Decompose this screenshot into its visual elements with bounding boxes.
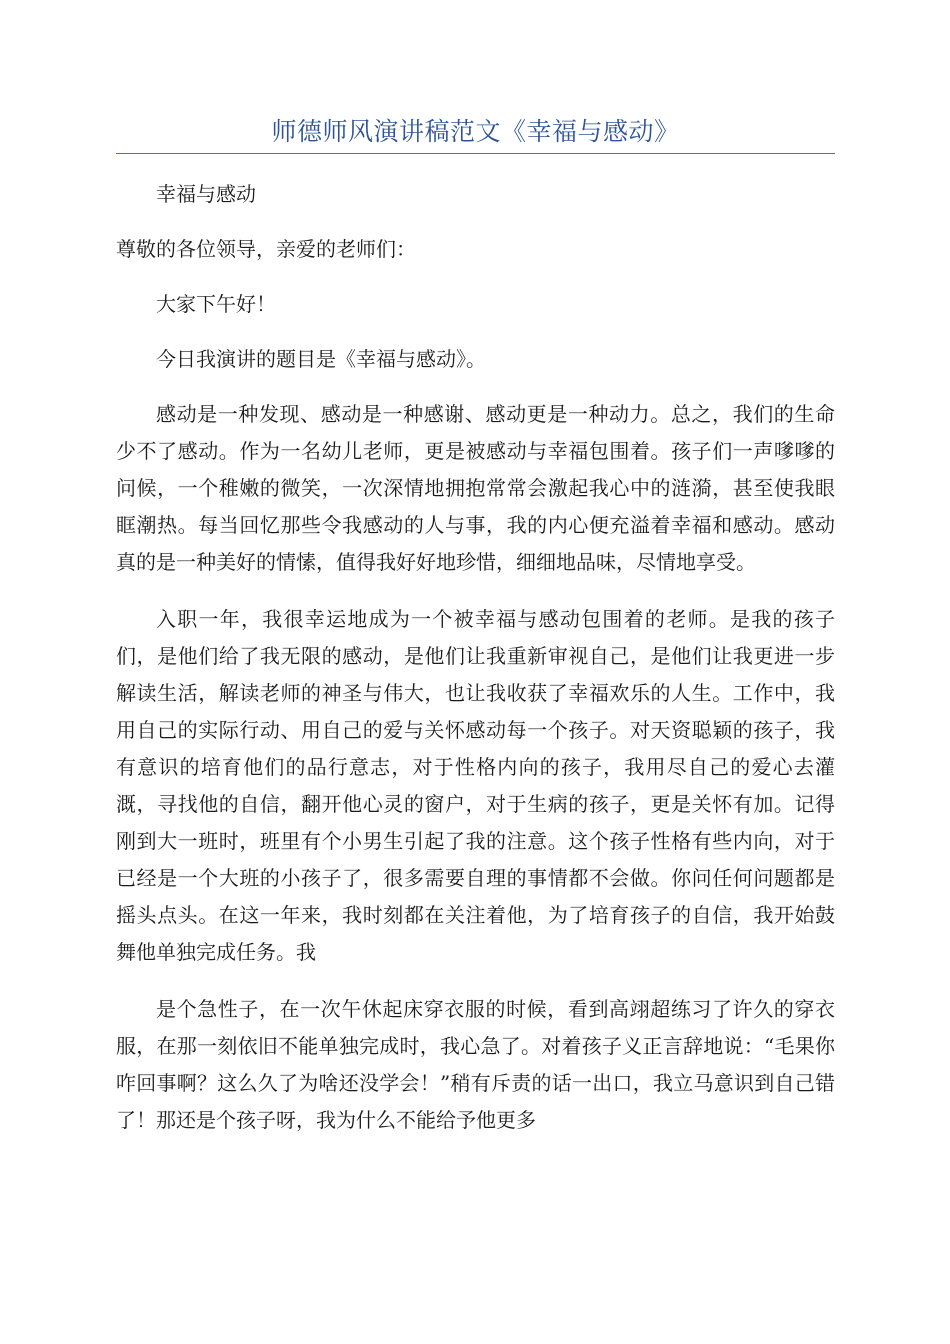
document-body — [116, 176, 835, 1159]
paragraph: 感动是一种发现、感动是一种感谢、感动更是一种动力。总之，我们的生命少不了感动。作为一名幼儿老师，更是被感动与幸福包围着。孩子们一声嗲嗲的问候，一个稚嫩的微笑，一次深情地拥抱常常会激起我心中的涟漪，甚至使我眼眶潮热。每当回忆那些令我感动的人与事，我的内心便充溢着幸福和感动。感动真的是一种美好的情愫，值得我好好地珍惜，细细地品味，尽情地享受。 — [116, 402, 835, 574]
salutation: 尊敬的各位领导，亲爱的老师们： — [116, 237, 416, 261]
paragraph: 是个急性子，在一次午休起床穿衣服的时候，看到高翊超练习了许久的穿衣服，在那一刻依旧不能单独完成时，我心急了。对着孩子义正言辞地说：“毛果你咋回事啊？这么久了为啥还没学会！”稍有斥责的话一出口，我立马意识到自己错了！那还是个孩子呀，我为什么不能给予他更多 — [116, 997, 835, 1132]
greeting: 大家下午好！ — [156, 292, 276, 316]
title-underline — [116, 153, 835, 154]
document-title: 师德师风演讲稿范文《幸福与感动》 — [271, 117, 680, 146]
speech-topic: 幸福与感动 — [156, 182, 256, 206]
topic-announcement: 今日我演讲的题目是《幸福与感动》。 — [156, 347, 486, 371]
paragraph: 入职一年，我很幸运地成为一个被幸福与感动包围着的老师。是我的孩子们，是他们给了我无限的感动，是他们让我重新审视自己，是他们让我更进一步解读生活，解读老师的神圣与伟大，也让我收获了幸福欢乐的人生。工作中，我用自己的实际行动、用自己的爱与关怀感动每一个孩子。对天资聪颖的孩子，我有意识的培育他们的品行意志，对于性格内向的孩子，我用尽自己的爱心去灌溉，寻找他的自信，翻开他心灵的窗户，对于生病的孩子，更是关怀有加。记得刚到大一班时，班里有个小男生引起了我的注意。这个孩子性格有些内向，对于已经是一个大班的小孩子了，很多需要自理的事情都不会做。你问任何问题都是摇头点头。在这一年来，我时刻都在关注着他，为了培育孩子的自信，我开始鼓舞他单独完成任务。我 — [116, 607, 835, 964]
